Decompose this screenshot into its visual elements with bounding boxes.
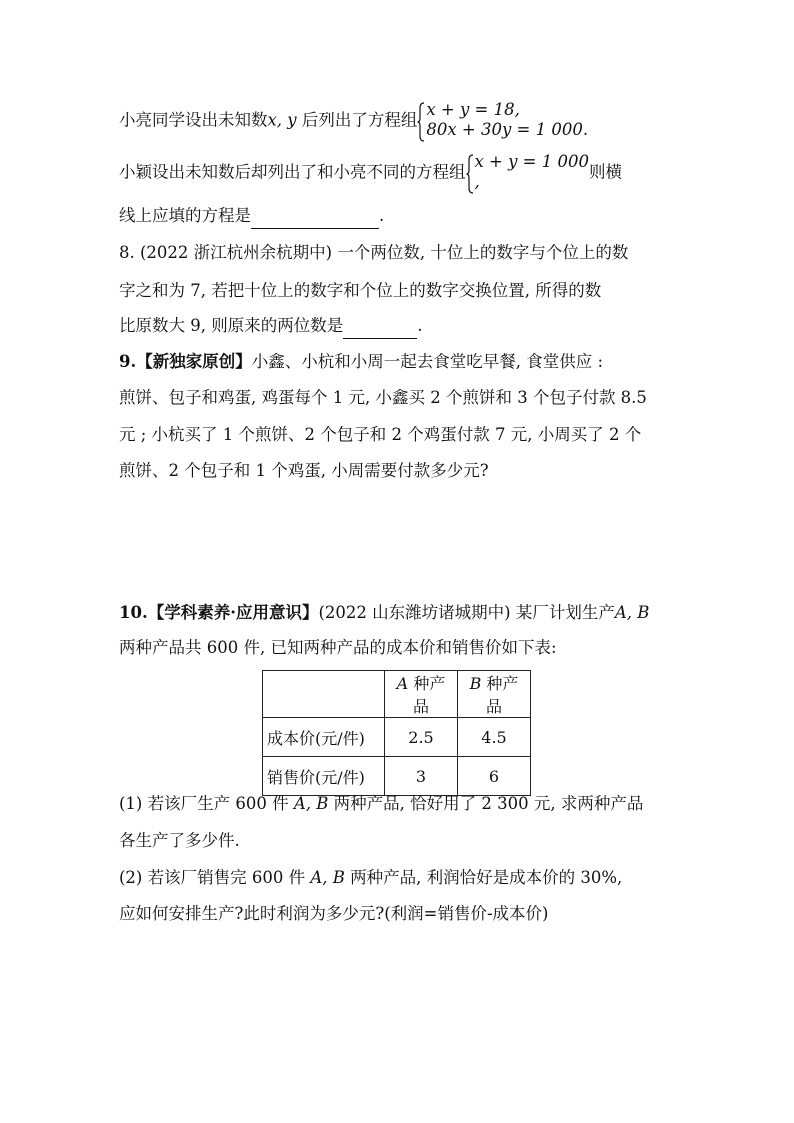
- table-row-label: 销售价(元/件): [263, 757, 385, 796]
- q7-text: .: [379, 206, 385, 225]
- q8-text: .: [417, 316, 423, 335]
- table-row: [263, 718, 531, 757]
- table-header-b: B 种产品: [458, 671, 531, 718]
- q10-line-2: 两种产品共 600 件, 已知两种产品的成本价和销售价如下表:: [119, 638, 557, 657]
- table-cell: 2.5: [385, 718, 458, 757]
- q8-line-3: [119, 314, 422, 339]
- q10-text: (2) 若该厂销售完 600 件: [119, 868, 311, 887]
- q7-line-1: [119, 100, 588, 142]
- q10-text: (1) 若该厂生产 600 件: [119, 794, 294, 813]
- question-tag: 【学科素养·应用意识】: [147, 603, 319, 622]
- q8-text: 比原数大 9, 则原来的两位数是: [119, 316, 344, 335]
- q9-line-2: 煎饼、包子和鸡蛋, 鸡蛋每个 1 元, 小鑫买 2 个煎饼和 3 个包子付款 8.5: [119, 388, 647, 407]
- table-corner-cell: [263, 671, 385, 718]
- q9-line-1: [119, 350, 603, 374]
- table-cell: 3: [385, 757, 458, 796]
- table-row: [263, 757, 531, 796]
- equation: x + y = 18,: [426, 100, 520, 119]
- q7-variables: x, y: [267, 110, 297, 130]
- table-cell: 6: [458, 757, 531, 796]
- cost-price-table: [262, 670, 531, 796]
- q7-text: 则横: [589, 162, 622, 182]
- q10-line-1: [119, 601, 649, 625]
- q10-text: (2022 山东潍坊诸城期中) 某厂计划生产: [318, 603, 615, 622]
- question-tag: 【新独家原创】: [136, 352, 252, 371]
- q10-sub1-line-1: [119, 792, 643, 816]
- answer-blank: [251, 204, 379, 229]
- equation: 80x + 30y = 1 000.: [426, 120, 589, 139]
- q7-line-3: [119, 204, 384, 229]
- equation-system-1: [417, 100, 588, 142]
- q10-text: 两种产品, 利润恰好是成本价的 30%,: [344, 868, 623, 887]
- table-header-a: A 种产品: [385, 671, 458, 718]
- q9-text: 小鑫、小杭和小周一起去食堂吃早餐, 食堂供应 :: [251, 352, 604, 371]
- equation-blank: ,: [474, 172, 480, 191]
- equation-system-2: [466, 152, 590, 194]
- q10-sub1-line-2: 各生产了多少件.: [119, 831, 240, 850]
- q9-line-3: 元 ; 小杭买了 1 个煎饼、2 个包子和 2 个鸡蛋付款 7 元, 小周买了 2 个: [119, 425, 642, 444]
- brace-icon: [466, 154, 474, 194]
- q10-variables: A, B: [310, 868, 345, 887]
- table-header-row: [263, 671, 531, 718]
- equation: x + y = 1 000: [474, 152, 589, 171]
- q8-line-2: 字之和为 7, 若把十位上的数字和个位上的数字交换位置, 所得的数: [119, 281, 602, 300]
- q10-variables: A, B: [293, 794, 329, 813]
- q7-text: 线上应填的方程是: [119, 206, 251, 225]
- q10-sub2-line-1: [119, 866, 622, 890]
- table-cell: 4.5: [458, 718, 531, 757]
- table-row-label: 成本价(元/件): [263, 718, 385, 757]
- q9-line-4: 煎饼、2 个包子和 1 个鸡蛋, 小周需要付款多少元?: [119, 461, 489, 480]
- answer-blank: [343, 314, 417, 339]
- question-number: 9.: [119, 352, 137, 371]
- q7-text: 小颖设出未知数后却列出了和小亮不同的方程组: [119, 162, 466, 182]
- q7-text: 小亮同学设出未知数: [119, 110, 268, 130]
- q7-text: 后列出了方程组: [296, 110, 418, 130]
- q10-text: 两种产品, 恰好用了 2 300 元, 求两种产品: [328, 794, 644, 813]
- q10-sub2-line-2: 应如何安排生产?此时利润为多少元?(利润=销售价-成本价): [119, 904, 549, 923]
- question-number: 10.: [119, 603, 148, 622]
- q7-line-2: [119, 152, 622, 194]
- q10-variables: A, B: [614, 603, 650, 622]
- q8-line-1: 8. (2022 浙江杭州余杭期中) 一个两位数, 十位上的数字与个位上的数: [119, 243, 629, 262]
- brace-icon: [417, 102, 425, 142]
